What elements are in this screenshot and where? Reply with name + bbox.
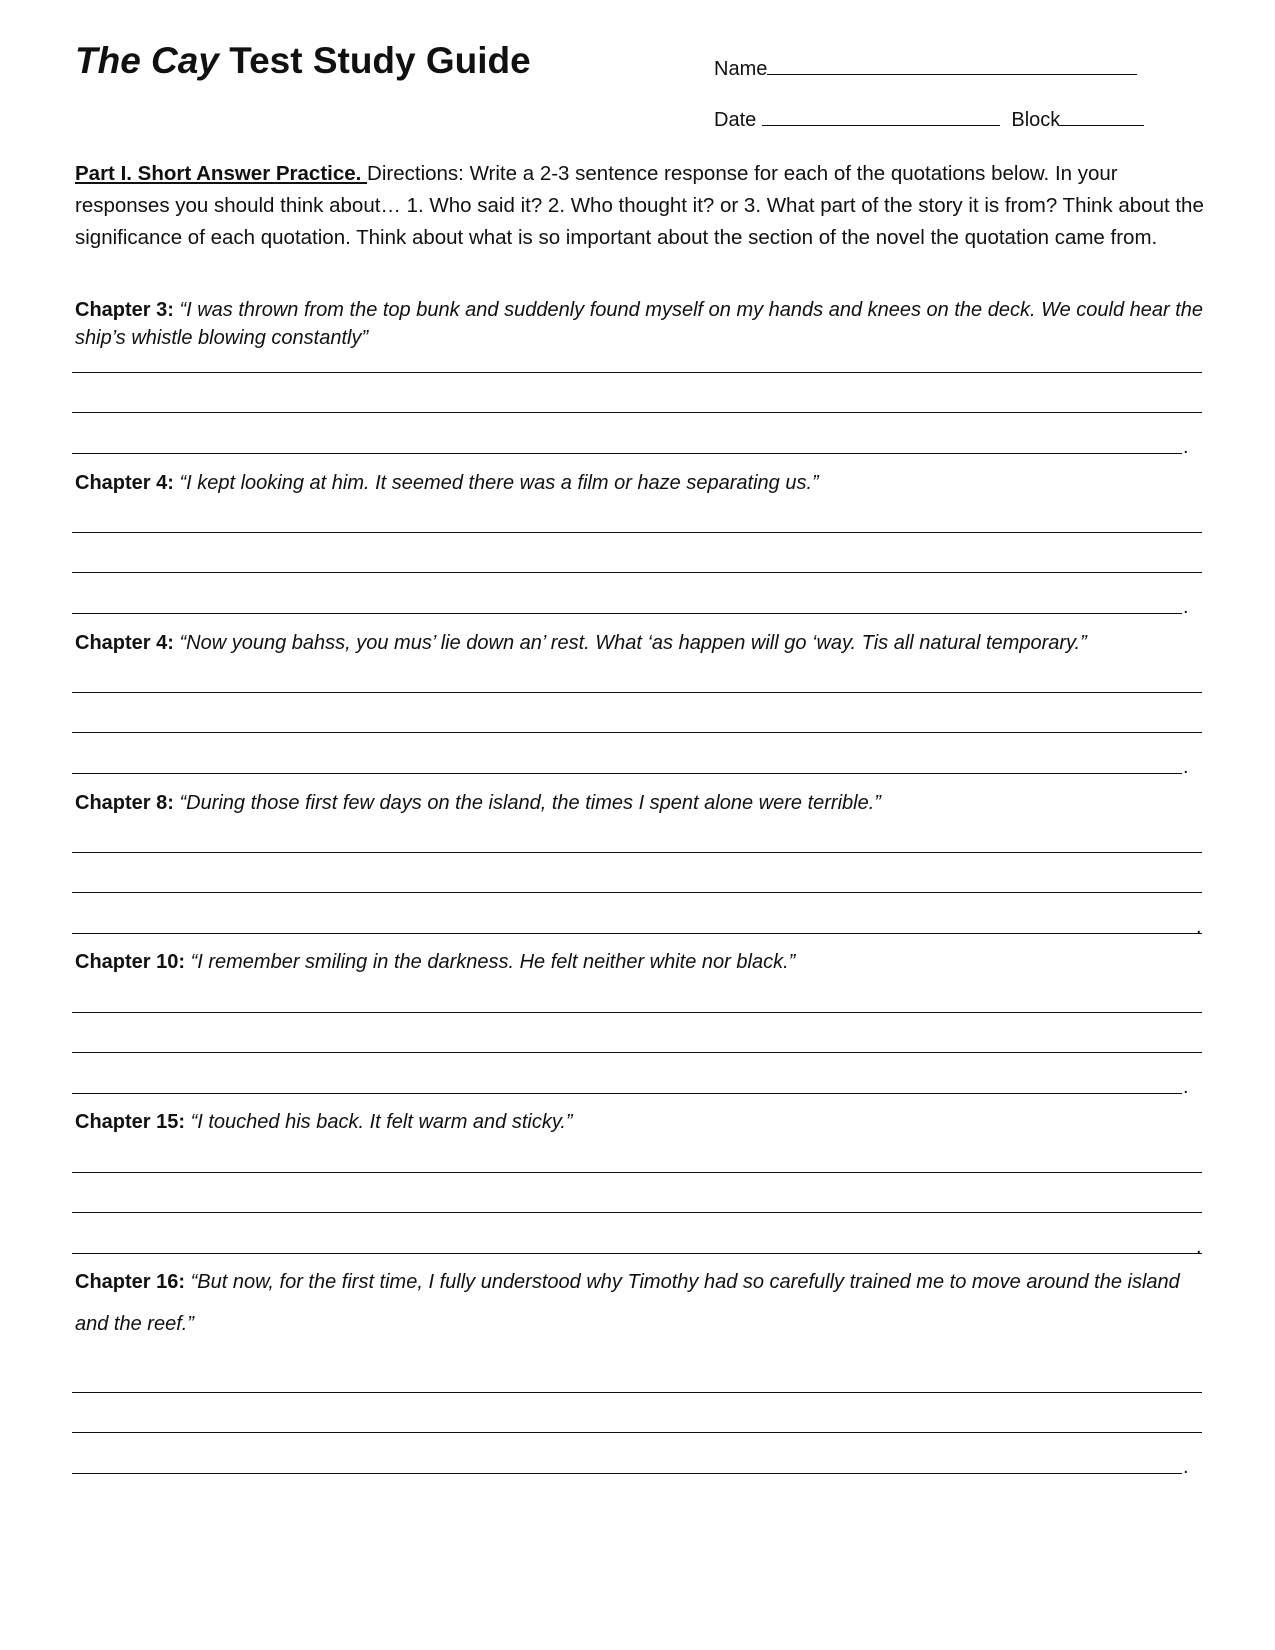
answer-line[interactable]: [72, 732, 1202, 733]
question-chapter-10: [75, 948, 1205, 976]
answer-line[interactable]: [72, 892, 1202, 893]
answer-line[interactable]: [72, 1093, 1182, 1094]
question-chapter-3: [75, 296, 1205, 352]
date-block-field: [714, 107, 1144, 132]
page-title: [75, 40, 531, 82]
answer-line[interactable]: [72, 572, 1202, 573]
date-label: Date: [714, 109, 762, 131]
answer-line[interactable]: [72, 933, 1202, 934]
answer-line[interactable]: [72, 1473, 1182, 1474]
answer-line[interactable]: [72, 852, 1202, 853]
answer-line[interactable]: [72, 453, 1182, 454]
line-end-period: .: [1183, 436, 1189, 458]
question-chapter-15: [75, 1108, 1205, 1136]
quotation: “I touched his back. It felt warm and sticky.”: [190, 1111, 573, 1133]
chapter-label: Chapter 8:: [75, 792, 180, 814]
chapter-label: Chapter 16:: [75, 1271, 191, 1293]
line-end-period: .: [1183, 1076, 1189, 1098]
date-input-line[interactable]: [762, 107, 1000, 126]
answer-line[interactable]: [72, 692, 1202, 693]
chapter-label: Chapter 3:: [75, 299, 180, 321]
chapter-label: Chapter 15:: [75, 1111, 191, 1133]
line-end-period: .: [1196, 916, 1202, 938]
quotation: “I kept looking at him. It seemed there was a film or haze separating us.”: [179, 472, 819, 494]
quotation: “Now young bahss, you mus’ lie down an’ rest. What ‘as happen will go ‘way. Tis all natural temporary.”: [179, 632, 1087, 654]
line-end-period: .: [1183, 596, 1189, 618]
quotation: “I remember smiling in the darkness. He felt neither white nor black.”: [190, 951, 796, 973]
answer-line[interactable]: [72, 613, 1182, 614]
part-heading: Part I. Short Answer Practice.: [75, 162, 368, 185]
answer-line[interactable]: [72, 532, 1202, 533]
quotation: “But now, for the first time, I fully understood why Timothy had so carefully trained me to move around the island and the reef.”: [75, 1271, 1180, 1335]
title-rest: Test Study Guide: [218, 40, 531, 81]
answer-line[interactable]: [72, 1052, 1202, 1053]
name-label: Name: [714, 58, 768, 80]
answer-line[interactable]: [72, 372, 1202, 373]
name-input-line[interactable]: [767, 56, 1137, 75]
quotation: “I was thrown from the top bunk and suddenly found myself on my hands and knees on the deck. We could hear the ship’s whistle blowing constantly”: [75, 299, 1204, 349]
title-book-name: The Cay: [75, 40, 219, 81]
chapter-label: Chapter 10:: [75, 951, 191, 973]
line-end-period: .: [1183, 1456, 1189, 1478]
block-label: Block: [1011, 109, 1061, 131]
quotation: “During those first few days on the island, the times I spent alone were terrible.”: [179, 792, 881, 814]
line-end-period: .: [1196, 1236, 1202, 1258]
line-end-period: .: [1183, 756, 1189, 778]
chapter-label: Chapter 4:: [75, 472, 180, 494]
answer-line[interactable]: [72, 1253, 1202, 1254]
answer-line[interactable]: [72, 1012, 1202, 1013]
directions: [75, 158, 1210, 254]
answer-line[interactable]: [72, 412, 1202, 413]
answer-line[interactable]: [72, 773, 1182, 774]
name-field: [714, 56, 1137, 81]
answer-line[interactable]: [72, 1432, 1202, 1433]
answer-line[interactable]: [72, 1172, 1202, 1173]
question-chapter-16: [75, 1261, 1205, 1345]
answer-line[interactable]: [72, 1392, 1202, 1393]
directions-text: Directions: Write a 2-3 sentence response for each of the quotations below. In your responses you should think about… 1. Who said it? 2. Who thought it? or 3. What part of the story it is from? Think about the significance of each quotation. Think about what is so important about the section of the novel the quotation came from.: [75, 162, 1204, 249]
question-chapter-4-a: [75, 469, 1205, 497]
question-chapter-8: [75, 789, 1205, 817]
answer-line[interactable]: [72, 1212, 1202, 1213]
block-input-line[interactable]: [1060, 107, 1144, 126]
chapter-label: Chapter 4:: [75, 632, 180, 654]
question-chapter-4-b: [75, 629, 1205, 657]
